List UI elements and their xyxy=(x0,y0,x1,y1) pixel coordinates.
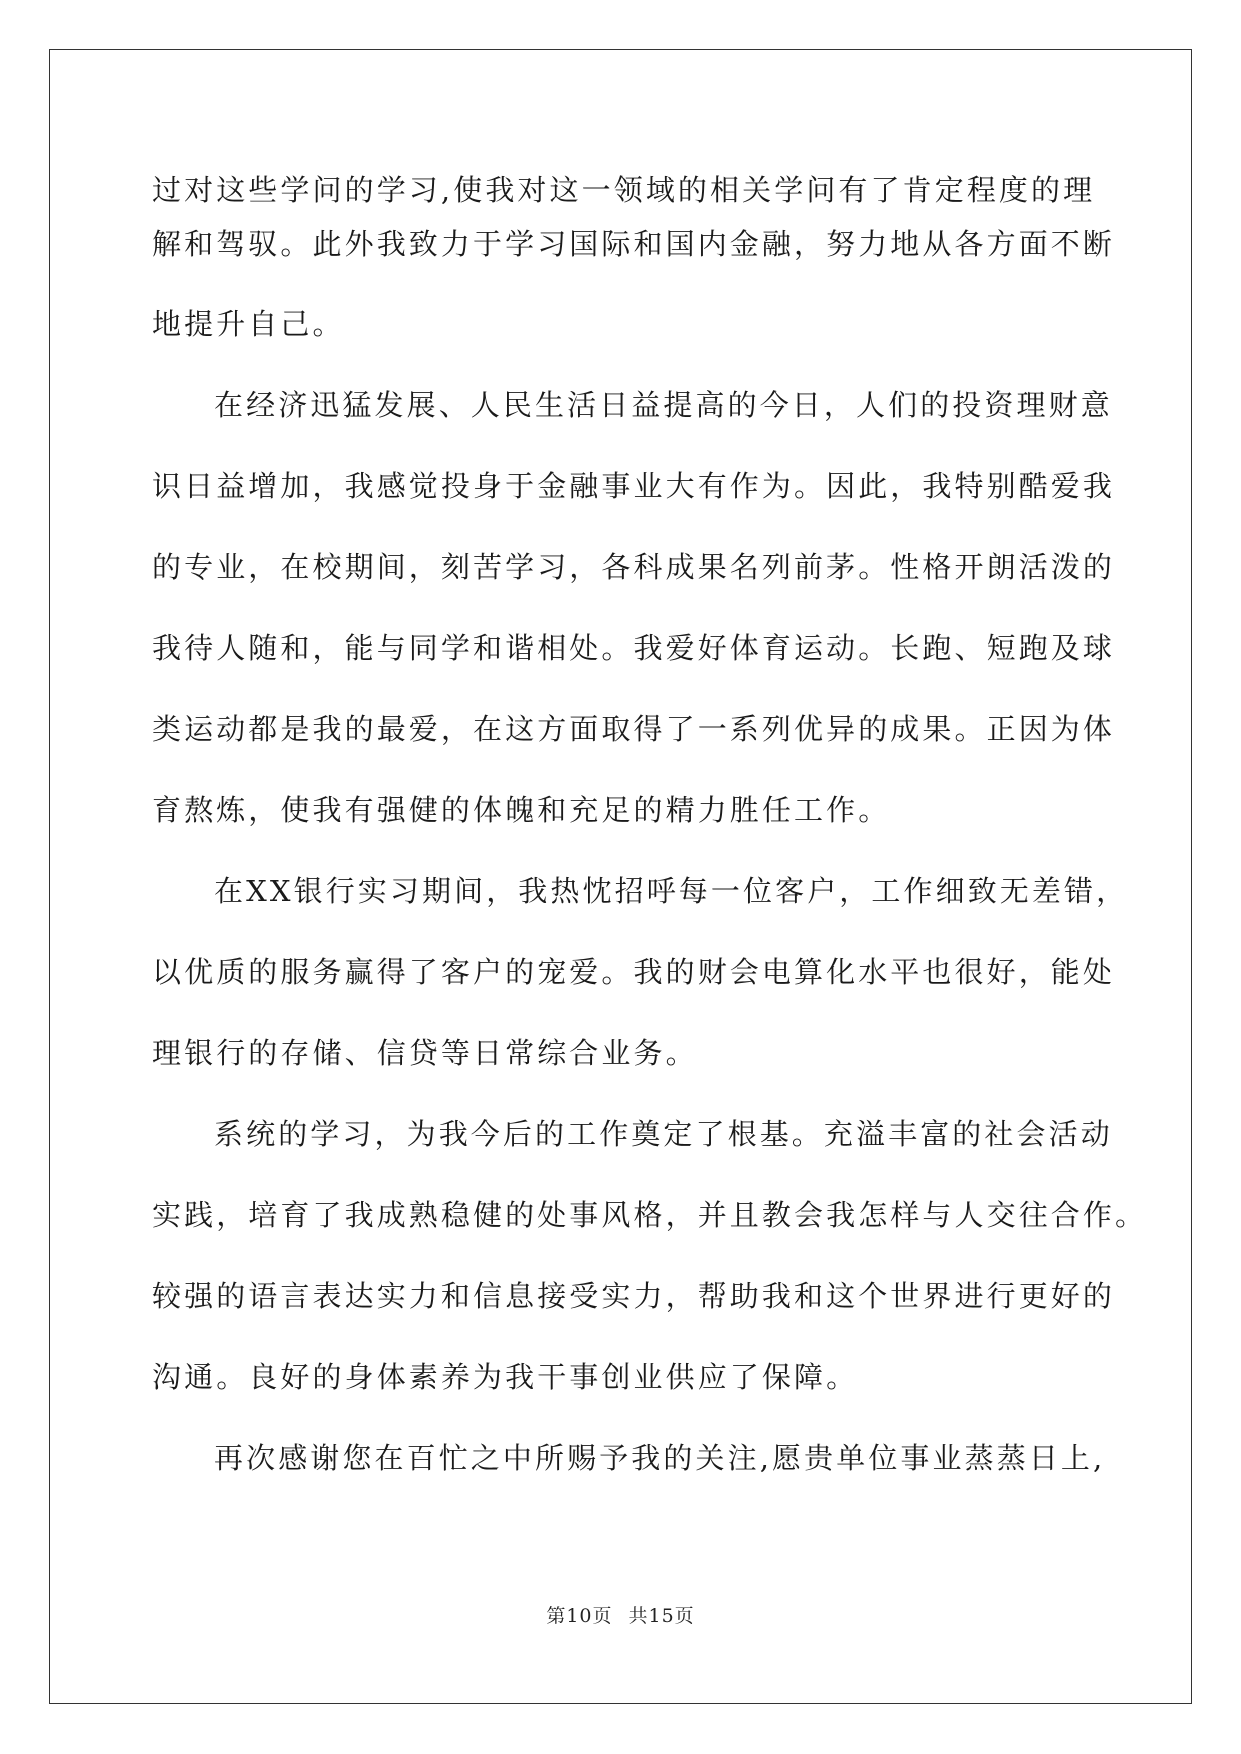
text-line: 理银行的存储、信贷等日常综合业务。 xyxy=(152,1036,698,1070)
text-line: 以优质的服务赢得了客户的宠爱。我的财会电算化水平也很好，能处 xyxy=(152,955,1116,989)
paragraph-start-line: 在经济迅猛发展、人民生活日益提高的今日，人们的投资理财意 xyxy=(214,388,1113,422)
total-pages-label: 共15页 xyxy=(628,1605,695,1627)
paragraph-start-line: 系统的学习，为我今后的工作奠定了根基。充溢丰富的社会活动 xyxy=(214,1117,1113,1151)
page-footer xyxy=(0,1601,1241,1628)
text-line: 的专业，在校期间，刻苦学习，各科成果名列前茅。性格开朗活泼的 xyxy=(152,550,1116,584)
text-line: 类运动都是我的最爱，在这方面取得了一系列优异的成果。正因为体 xyxy=(152,712,1116,746)
text-line: 解和驾驭。此外我致力于学习国际和国内金融，努力地从各方面不断 xyxy=(152,227,1116,261)
text-line: 识日益增加，我感觉投身于金融事业大有作为。因此，我特别酷爱我 xyxy=(152,469,1116,503)
text-line: 地提升自己。 xyxy=(152,307,345,341)
text-line: 过对这些学问的学习,使我对这一领域的相关学问有了肯定程度的理 xyxy=(152,173,1096,207)
current-page-label: 第10页 xyxy=(546,1605,613,1627)
text-line: 较强的语言表达实力和信息接受实力，帮助我和这个世界进行更好的 xyxy=(152,1279,1116,1313)
text-line: 沟通。良好的身体素养为我干事创业供应了保障。 xyxy=(152,1360,859,1394)
text-line: 实践，培育了我成熟稳健的处事风格，并且教会我怎样与人交往合作。 xyxy=(152,1198,1148,1232)
text-line: 我待人随和，能与同学和谐相处。我爱好体育运动。长跑、短跑及球 xyxy=(152,631,1116,665)
text-line: 育熬炼，使我有强健的体魄和充足的精力胜任工作。 xyxy=(152,793,891,827)
paragraph-start-line: 在XX银行实习期间，我热忱招呼每一位客户，工作细致无差错， xyxy=(214,874,1129,908)
paragraph-start-line: 再次感谢您在百忙之中所赐予我的关注,愿贵单位事业蒸蒸日上, xyxy=(214,1441,1106,1475)
